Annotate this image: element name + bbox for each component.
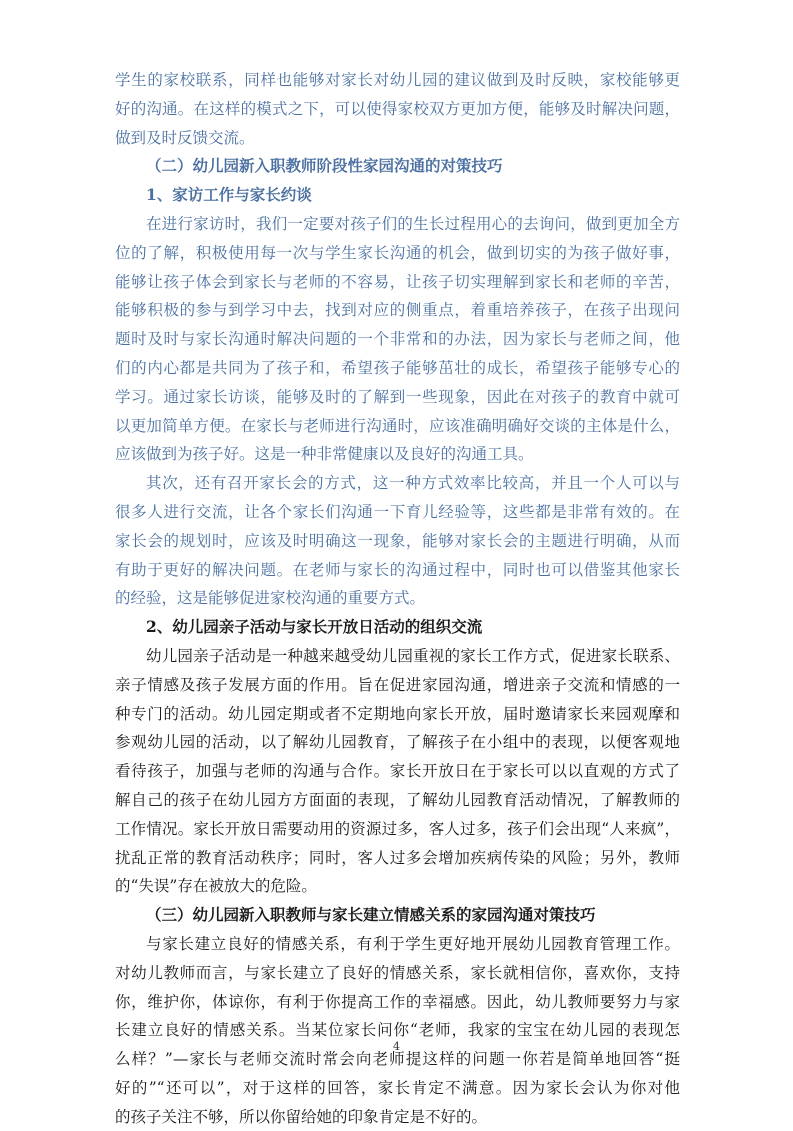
body-line: 很多人进行交流，让各个家长们沟通一下育儿经验等，这些都是非常有效的。在 (115, 502, 680, 521)
subheading-1: 1、家访工作与家长约谈 (146, 185, 312, 205)
body-line: 以更加简单方便。在家长与老师进行沟通时，应该准确明确好交谈的主体是什么， (115, 416, 680, 435)
body-line: 能够积极的参与到学习中去，找到对应的侧重点，着重培养孩子，在孩子出现问 (115, 301, 680, 320)
body-line: 扰乱正常的教育活动秩序；同时，客人过多会增加疾病传染的风险；另外，教师 (115, 848, 680, 867)
body-line: 家长会的规划时，应该及时明确这一现象，能够对家长会的主题进行明确，从而 (115, 531, 680, 550)
body-line: 其次，还有召开家长会的方式，这一种方式效率比较高，并且一个人可以与 (146, 474, 680, 493)
body-line: 种专门的活动。幼儿园定期或者不定期地向家长开放，届时邀请家长来园观摩和 (115, 704, 680, 723)
body-line: 题时及时与家长沟通时解决问题的一个非常和的办法，因为家长与老师之间，他 (115, 330, 680, 349)
page-number: 4 (393, 1040, 400, 1053)
body-line: 参观幼儿园的活动，以了解幼儿园教育，了解孩子在小组中的表现，以便客观地 (115, 733, 680, 752)
body-line: 学习。通过家长访谈，能够及时的了解到一些现象，因此在对孩子的教育中就可 (115, 387, 680, 406)
body-line: 位的了解，积极使用每一次与学生家长沟通的机会，做到切实的为孩子做好事， (115, 243, 680, 262)
body-line: 亲子情感及孩子发展方面的作用。旨在促进家园沟通，增进亲子交流和情感的一 (115, 675, 680, 694)
body-line: 们的内心都是共同为了孩子和，希望孩子能够茁壮的成长，希望孩子能够专心的 (115, 358, 680, 377)
body-line: 应该做到为孩子好。这是一种非常健康以及良好的沟通工具。 (115, 445, 534, 464)
body-line: 的“失误”存在被放大的危险。 (115, 877, 317, 896)
body-line: 的孩子关注不够，所以你留给她的印象肯定是不好的。 (115, 1107, 488, 1126)
body-line: 看待孩子，加强与老师的沟通与合作。家长开放日在于家长可以以直观的方式了 (115, 762, 680, 781)
body-line: 长建立良好的情感关系。当某位家长问你“老师，我家的宝宝在幼儿园的表现怎 (115, 1021, 680, 1040)
body-line: 与家长建立良好的情感关系，有利于学生更好地开展幼儿园教育管理工作。 (146, 934, 680, 953)
body-line: 能够让孩子体会到家长与老师的不容易，让孩子切实理解到家长和老师的辛苦， (115, 272, 680, 291)
body-line: 解自己的孩子在幼儿园方方面面的表现，了解幼儿园教育活动情况，了解教师的 (115, 790, 680, 809)
section-heading-2: （二）幼儿园新入职教师阶段性家园沟通的对策技巧 (146, 156, 503, 176)
body-line: 学生的家校联系，同样也能够对家长对幼儿园的建议做到及时反映，家校能够更 (115, 71, 680, 89)
body-line: 工作情况。家长开放日需要动用的资源过多，客人过多，孩子们会出现“人来疯”， (115, 819, 680, 838)
body-line: 幼儿园亲子活动是一种越来越受幼儿园重视的家长工作方式，促进家长联系、 (146, 646, 680, 665)
body-line: 你，维护你，体谅你，有利于你提高工作的幸福感。因此，幼儿教师要努力与家 (115, 992, 680, 1011)
body-line: 有助于更好的解决问题。在老师与家长的沟通过程中，同时也可以借鉴其他家长 (115, 560, 680, 579)
section-heading-3: （三）幼儿园新入职教师与家长建立情感关系的家园沟通对策技巧 (146, 905, 596, 925)
body-line: 的经验，这是能够促进家校沟通的重要方式。 (115, 589, 426, 608)
body-line: 做到及时反馈交流。 (115, 128, 255, 147)
body-line: 好的沟通。在这样的模式之下，可以使得家校双方更加方便，能够及时解决问题， (115, 99, 680, 118)
subheading-2: 2、幼儿园亲子活动与家长开放日活动的组织交流 (146, 617, 483, 637)
page-content (115, 66, 680, 1131)
body-line: 好的”“还可以”，对于这样的回答，家长肯定不满意。因为家长会认为你对他 (115, 1078, 680, 1097)
body-line: 么样？”—家长与老师交流时常会向老师提这样的问题一你若是简单地回答“挺 (115, 1050, 680, 1069)
body-line: 对幼儿教师而言，与家长建立了良好的情感关系，家长就相信你，喜欢你，支持 (115, 963, 680, 982)
body-line: 在进行家访时，我们一定要对孩子们的生长过程用心的去询问，做到更加全方 (146, 214, 680, 233)
